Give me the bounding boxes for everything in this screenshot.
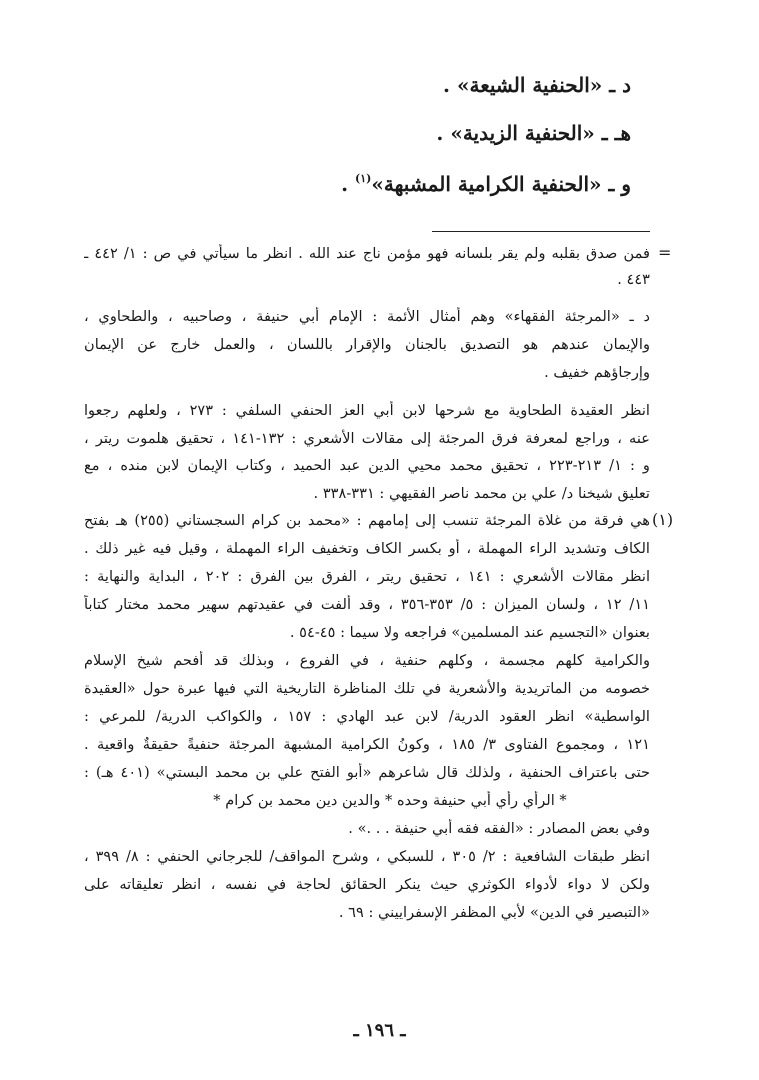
footnote-line: حتى باعتراف الحنفية ، ولذلك قال شاعرهم «أبو الفتح علي بن محمد البستي» (٤٠١ هـ) :: [84, 764, 650, 781]
footnote-line: و : ١/ ٢١٣-٢٢٣ ، تحقيق محمد محيي الدين عبد الحميد ، وكتاب الإيمان لابن منده ، مع: [84, 457, 650, 474]
footnote-line: والإيمان عندهم هو التصديق بالجنان والإقرار باللسان ، والعمل خارج عن الإيمان: [84, 336, 650, 353]
footnote-line: انظر العقيدة الطحاوية مع شرحها لابن أبي العز الحنفي السلفي : ٢٧٣ ، ولعلهم رجعوا: [84, 402, 650, 419]
footnote-line: وفي بعض المصادر : «الفقه فقه أبي حنيفة . . .» .: [348, 820, 650, 837]
footnote-separator: [432, 231, 650, 232]
footnote-line: تعليق شيخنا د/ علي بن محمد ناصر الفقيهي : ٣٣١-٣٣٨ .: [313, 485, 650, 502]
main-line-3-tail: .: [341, 172, 355, 196]
footnote-line: ١١/ ١٢ ، ولسان الميزان : ٥/ ٣٥٣-٣٥٦ ، وقد ألفت في عقيدتهم سهير محمد مختار كتاباً: [84, 596, 650, 613]
footnote-line: ١٢١ ، ومجموع الفتاوى ٣/ ١٨٥ ، وكونُ الكرامية المشبهة المرجئة حنفيةً حقيقةٌ واقعية .: [84, 736, 650, 753]
footnote-line: والكرامية كلهم مجسمة ، وكلهم حنفية ، في الفروع ، وبذلك قد أفحم شيخ الإسلام: [84, 652, 650, 669]
footnote-line: فمن صدق بقلبه ولم يقر بلسانه فهو مؤمن ناج عند الله . انظر ما سيأتي في ص : ١/ ٤٤٢ ـ: [84, 245, 650, 262]
main-line-3-text: و ـ «الحنفية الكرامية المشبهة»: [371, 172, 631, 196]
footnote-line: خصومه من الماتريدية والأشعرية في تلك المناظرة التاريخية التي فيها عبرة حول «العقيدة: [84, 680, 650, 697]
footnote-line: بعنوان «التجسيم عند المسلمين» فراجعه ولا سيما : ٤٥-٥٤ .: [289, 624, 650, 641]
page-number: ـ ١٩٦ ـ: [353, 1020, 406, 1041]
main-line-3: [111, 166, 631, 197]
footnote-line: وإرجاؤهم خفيف .: [544, 364, 650, 381]
main-line-1: د ـ «الحنفية الشيعة» .: [443, 73, 631, 97]
footnote-line: ولكن لا دواء لأدواء الكوثري حيث ينكر الحقائق لحاجة في نفسه ، انظر تعليقاته على: [84, 876, 650, 893]
poem-verse: * الرأي رأي أبي حنيفة وحده * والدين دين محمد بن كرام *: [213, 792, 567, 809]
footnote-line: «التبصير في الدين» لأبي المظفر الإسفراييني : ٦٩ .: [338, 904, 650, 921]
footnote-number: (١): [652, 510, 674, 529]
footnote-line: ٤٤٣ .: [617, 271, 650, 288]
footnote-line: انظر طبقات الشافعية : ٢/ ٣٠٥ ، للسبكي ، وشرح المواقف/ للجرجاني الحنفي : ٨/ ٣٩٩ ،: [84, 848, 650, 865]
continuation-mark: =: [658, 243, 672, 262]
footnote-line: عنه ، وراجع لمعرفة فرق المرجئة إلى مقالات الأشعري : ١٣٢-١٤١ ، تحقيق هلموت ريتر ،: [84, 430, 650, 447]
footnote-line: هي فرقة من غلاة المرجئة تنسب إلى إمامهم : «محمد بن كرام السجستاني (٢٥٥) هـ بفتح: [84, 512, 650, 529]
footnote-line: الواسطية» انظر العقود الدرية/ لابن عبد الهادي : ١٥٧ ، والكواكب الدرية/ للمرعي :: [84, 708, 650, 725]
footnote-reference: (١): [355, 172, 372, 185]
footnote-line: د ـ «المرجئة الفقهاء» وهم أمثال الأئمة : الإمام أبي حنيفة ، وصاحبيه ، والطحاوي ،: [84, 308, 650, 325]
footnote-line: الكاف وتشديد الراء المهملة ، أو بكسر الكاف وتخفيف الراء المهملة ، وقيل فيه غير ذلك .: [84, 540, 650, 557]
footnote-line: انظر مقالات الأشعري : ١٤١ ، تحقيق ريتر ، الفرق بين الفرق : ٢٠٢ ، البداية والنهاية :: [84, 568, 650, 585]
main-line-2: هـ ـ «الحنفية الزيدية» .: [436, 121, 631, 145]
